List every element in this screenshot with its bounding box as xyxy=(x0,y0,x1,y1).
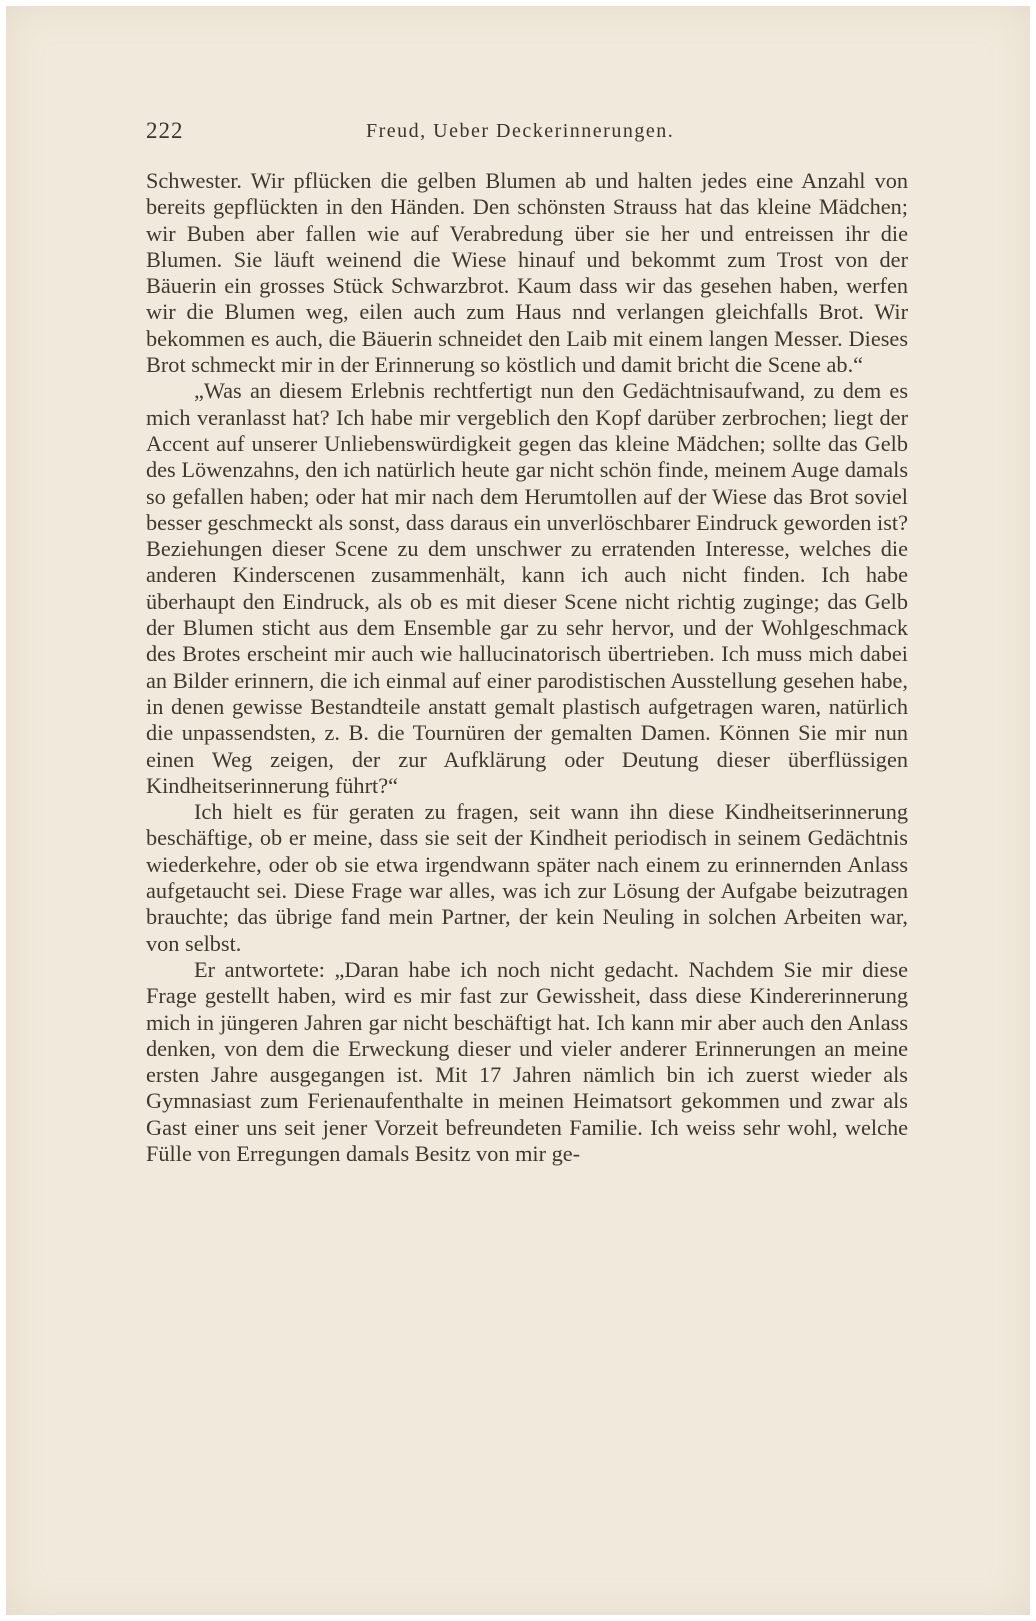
paragraph: Schwester. Wir pflücken die gelben Blumen ab und halten jedes eine Anzahl von bereits gepflückten in den Händen. Den schönsten Strauss hat das kleine Mädchen; wir Buben aber fallen wie auf Verabredung über sie her und entreissen ihr die Blumen. Sie läuft weinend die Wiese hinauf und bekommt zum Trost von der Bäuerin ein grosses Stück Schwarzbrot. Kaum dass wir das gesehen haben, werfen wir die Blumen weg, eilen auch zum Haus nnd verlangen gleichfalls Brot. Wir bekommen es auch, die Bäuerin schneidet den Laib mit einem langen Messer. Dieses Brot schmeckt mir in der Erinnerung so köstlich und damit bricht die Scene ab.“ xyxy=(146,168,908,378)
page-number: 222 xyxy=(146,118,184,143)
paragraph: „Was an diesem Erlebnis rechtfertigt nun den Gedächtnisaufwand, zu dem es mich veranlasst hat? Ich habe mir vergeblich den Kopf darüber zerbrochen; liegt der Accent auf unserer Unliebenswürdigkeit gegen das kleine Mädchen; sollte das Gelb des Löwenzahns, den ich natürlich heute gar nicht schön finde, meinem Auge damals so gefallen haben; oder hat mir nach dem Herumtollen auf der Wiese das Brot soviel besser geschmeckt als sonst, dass daraus ein unverlöschbarer Eindruck geworden ist? Beziehungen dieser Scene zu dem unschwer zu erratenden Interesse, welches die anderen Kinderscenen zusammenhält, kann ich auch nicht finden. Ich habe überhaupt den Eindruck, als ob es mit dieser Scene nicht richtig zuginge; das Gelb der Blumen sticht aus dem Ensemble gar zu sehr hervor, und der Wohlgeschmack des Brotes erscheint mir auch wie hallucinatorisch übertrieben. Ich muss mich dabei an Bilder erinnern, die ich einmal auf einer parodistischen Ausstellung gesehen habe, in denen gewisse Bestandteile anstatt gemalt plastisch aufgetragen waren, natürlich die unpassendsten, z. B. die Tournüren der gemalten Damen. Können Sie mir nun einen Weg zeigen, der zur Aufklärung oder Deutung dieser überflüssigen Kindheitserinnerung führt?“ xyxy=(146,378,908,798)
book-page xyxy=(6,6,1030,1615)
body-text xyxy=(146,168,908,1167)
paragraph: Ich hielt es für geraten zu fragen, seit wann ihn diese Kindheitserinnerung beschäftige, ob er meine, dass sie seit der Kindheit periodisch in seinem Gedächtnis wiederkehre, oder ob sie etwa irgendwann später nach einem zu erinnernden Anlass aufgetaucht sei. Diese Frage war alles, was ich zur Lösung der Aufgabe beizutragen brauchte; das übrige fand mein Partner, der kein Neuling in solchen Arbeiten war, von selbst. xyxy=(146,799,908,956)
running-title: Freud, Ueber Deckerinnerungen. xyxy=(366,120,675,142)
paragraph: Er antwortete: „Daran habe ich noch nicht gedacht. Nachdem Sie mir diese Frage gestellt haben, wird es mir fast zur Gewissheit, dass diese Kindererinnerung mich in jüngeren Jahren gar nicht beschäftigt hat. Ich kann mir aber auch den Anlass denken, von dem die Erweckung dieser und vieler anderer Erinnerungen an meine ersten Jahre ausgegangen ist. Mit 17 Jahren nämlich bin ich zuerst wieder als Gymnasiast zum Ferienaufenthalte in meinen Heimatsort gekommen und zwar als Gast einer uns seit jener Vorzeit befreundeten Familie. Ich weiss sehr wohl, welche Fülle von Erregungen damals Besitz von mir ge- xyxy=(146,956,908,1166)
page-header xyxy=(146,118,916,148)
